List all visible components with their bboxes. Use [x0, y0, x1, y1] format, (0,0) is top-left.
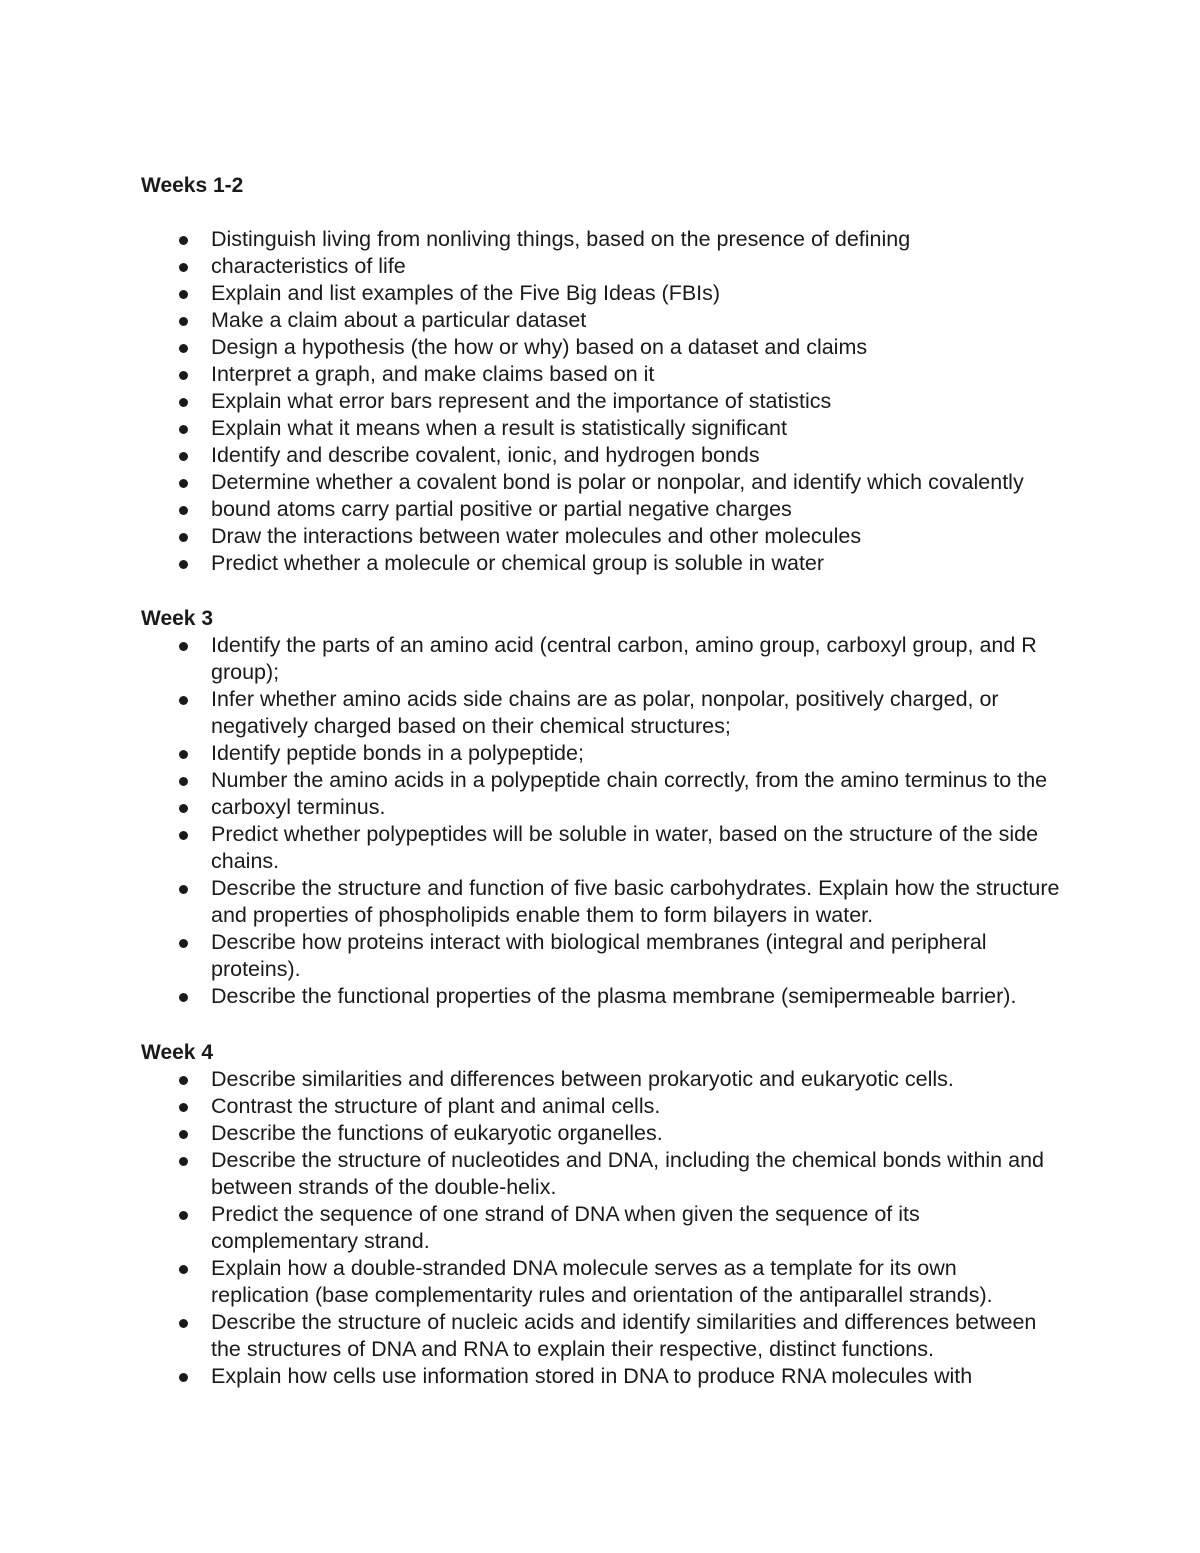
bullet-dot-icon	[179, 642, 188, 651]
list-item	[141, 361, 1151, 388]
bullet-dot-icon	[179, 1265, 188, 1274]
list-item-text: and properties of phospholipids enable them to form bilayers in water.	[211, 903, 874, 927]
list-item-text: Identify the parts of an amino acid (central carbon, amino group, carboxyl group, and R	[211, 633, 1037, 657]
list-item-text: Describe the structure of nucleic acids and identify similarities and differences between	[211, 1310, 1037, 1334]
list-item-text: Explain how cells use information stored in DNA to produce RNA molecules with	[211, 1364, 973, 1388]
list-item	[141, 1147, 1151, 1201]
list-item	[141, 767, 1151, 794]
list-item	[141, 1363, 1151, 1390]
section-weeks-1-2	[141, 172, 1151, 577]
list-item	[141, 983, 1151, 1010]
list-item	[141, 821, 1151, 875]
list-item-text: Describe similarities and differences between prokaryotic and eukaryotic cells.	[211, 1067, 954, 1091]
list-item	[141, 334, 1151, 361]
section-title: Week 4	[141, 1041, 213, 1064]
list-item	[141, 253, 1151, 280]
list-item	[141, 388, 1151, 415]
bullet-list	[141, 1066, 1151, 1390]
list-item-text: Predict whether a molecule or chemical group is soluble in water	[211, 551, 825, 575]
list-item-text: group);	[211, 660, 280, 684]
bullet-dot-icon	[179, 425, 188, 434]
bullet-dot-icon	[179, 993, 188, 1002]
bullet-dot-icon	[179, 750, 188, 759]
bullet-dot-icon	[179, 533, 188, 542]
list-item-text: Make a claim about a particular dataset	[211, 308, 587, 332]
bullet-dot-icon	[179, 236, 188, 245]
bullet-dot-icon	[179, 1211, 188, 1220]
bullet-dot-icon	[179, 506, 188, 515]
list-item	[141, 1120, 1151, 1147]
list-item	[141, 1093, 1151, 1120]
list-item-text: Number the amino acids in a polypeptide chain correctly, from the amino terminus to the	[211, 768, 1048, 792]
list-item-text: Interpret a graph, and make claims based on it	[211, 362, 655, 386]
bullet-dot-icon	[179, 1076, 188, 1085]
bullet-dot-icon	[179, 263, 188, 272]
bullet-dot-icon	[179, 777, 188, 786]
bullet-dot-icon	[179, 1103, 188, 1112]
list-item	[141, 1201, 1151, 1255]
section-week-4	[141, 1039, 1151, 1390]
list-item	[141, 469, 1151, 496]
list-item	[141, 794, 1151, 821]
bullet-dot-icon	[179, 317, 188, 326]
bullet-dot-icon	[179, 398, 188, 407]
list-item-text: Explain and list examples of the Five Big Ideas (FBIs)	[211, 281, 721, 305]
list-item	[141, 496, 1151, 523]
bullet-dot-icon	[179, 344, 188, 353]
bullet-dot-icon	[179, 560, 188, 569]
list-item-text: bound atoms carry partial positive or partial negative charges	[211, 497, 792, 521]
list-item-text: Infer whether amino acids side chains are as polar, nonpolar, positively charged, or	[211, 687, 999, 711]
list-item-text: Identify peptide bonds in a polypeptide;	[211, 741, 584, 765]
list-item	[141, 875, 1151, 929]
list-item-text: carboxyl terminus.	[211, 795, 386, 819]
list-item-text: between strands of the double-helix.	[211, 1175, 557, 1199]
list-item-text: proteins).	[211, 957, 301, 981]
list-item-text: Explain how a double-stranded DNA molecule serves as a template for its own	[211, 1256, 957, 1280]
list-item	[141, 929, 1151, 983]
bullet-dot-icon	[179, 371, 188, 380]
list-item	[141, 280, 1151, 307]
list-item-text: negatively charged based on their chemical structures;	[211, 714, 731, 738]
bullet-dot-icon	[179, 885, 188, 894]
bullet-dot-icon	[179, 1157, 188, 1166]
list-item-text: Contrast the structure of plant and animal cells.	[211, 1094, 661, 1118]
bullet-dot-icon	[179, 804, 188, 813]
bullet-dot-icon	[179, 1319, 188, 1328]
list-item	[141, 307, 1151, 334]
bullet-dot-icon	[179, 939, 188, 948]
list-item	[141, 415, 1151, 442]
list-item	[141, 1309, 1151, 1363]
list-item-text: Describe the structure and function of five basic carbohydrates. Explain how the structure	[211, 876, 1060, 900]
bullet-list	[141, 226, 1151, 577]
list-item-text: Explain what it means when a result is statistically significant	[211, 416, 787, 440]
list-item-text: Explain what error bars represent and the importance of statistics	[211, 389, 832, 413]
list-item-text: complementary strand.	[211, 1229, 430, 1253]
list-item	[141, 523, 1151, 550]
list-item	[141, 550, 1151, 577]
bullet-dot-icon	[179, 479, 188, 488]
list-item-text: Determine whether a covalent bond is polar or nonpolar, and identify which covalently	[211, 470, 1024, 494]
list-item-text: chains.	[211, 849, 280, 873]
list-item-text: Design a hypothesis (the how or why) based on a dataset and claims	[211, 335, 868, 359]
section-week-3	[141, 605, 1151, 1010]
list-item	[141, 686, 1151, 740]
list-item-text: Describe the functional properties of the plasma membrane (semipermeable barrier).	[211, 984, 1017, 1008]
list-item	[141, 1255, 1151, 1309]
list-item-text: Predict the sequence of one strand of DNA when given the sequence of its	[211, 1202, 920, 1226]
list-item-text: Predict whether polypeptides will be soluble in water, based on the structure of the side	[211, 822, 1039, 846]
bullet-dot-icon	[179, 1130, 188, 1139]
section-title: Week 3	[141, 607, 213, 630]
list-item-text: Identify and describe covalent, ionic, and hydrogen bonds	[211, 443, 760, 467]
bullet-dot-icon	[179, 452, 188, 461]
list-item	[141, 226, 1151, 253]
list-item-text: Distinguish living from nonliving things, based on the presence of defining	[211, 227, 911, 251]
list-item-text: characteristics of life	[211, 254, 406, 278]
section-title: Weeks 1-2	[141, 174, 244, 197]
list-item-text: Draw the interactions between water molecules and other molecules	[211, 524, 862, 548]
list-item-text: Describe how proteins interact with biological membranes (integral and peripheral	[211, 930, 987, 954]
bullet-list	[141, 632, 1151, 1010]
bullet-dot-icon	[179, 1373, 188, 1382]
list-item	[141, 442, 1151, 469]
list-item	[141, 740, 1151, 767]
bullet-dot-icon	[179, 696, 188, 705]
bullet-dot-icon	[179, 290, 188, 299]
bullet-dot-icon	[179, 831, 188, 840]
list-item-text: Describe the structure of nucleotides and DNA, including the chemical bonds within and	[211, 1148, 1044, 1172]
list-item-text: Describe the functions of eukaryotic organelles.	[211, 1121, 663, 1145]
list-item	[141, 1066, 1151, 1093]
list-item-text: replication (base complementarity rules and orientation of the antiparallel strands).	[211, 1283, 993, 1307]
list-item-text: the structures of DNA and RNA to explain their respective, distinct functions.	[211, 1337, 934, 1361]
list-item	[141, 632, 1151, 686]
